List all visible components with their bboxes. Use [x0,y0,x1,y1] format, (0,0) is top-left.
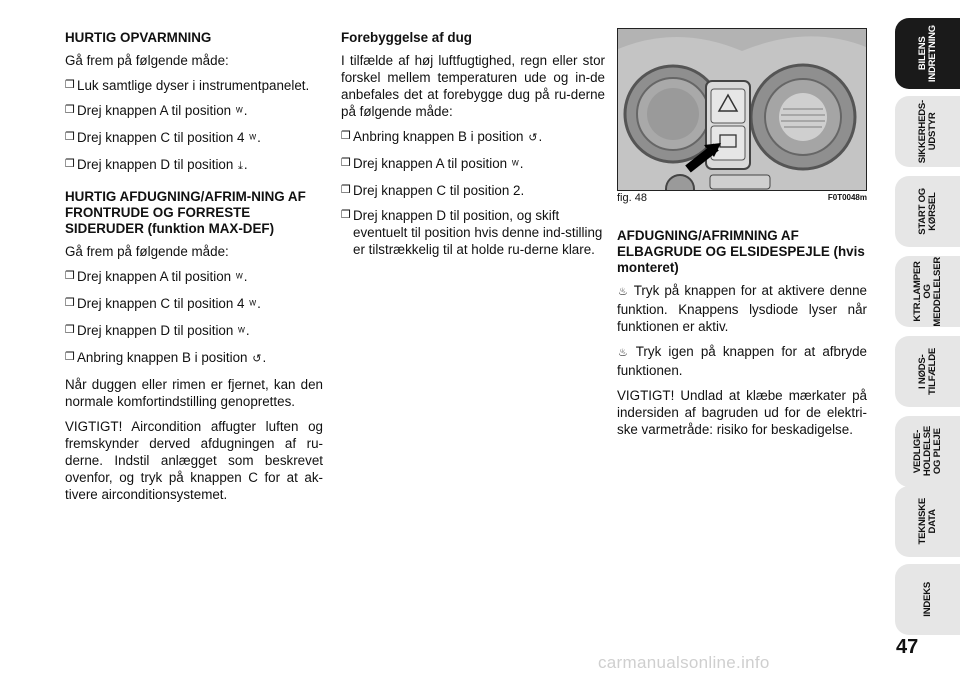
windscreen-defrost-icon: ᵂ [249,299,257,311]
bullet-item: ❒ Drej knappen A til position ᵂ. [341,155,605,174]
paragraph: ♨ Tryk igen på knappen for at afbryde funktionen. [617,344,867,378]
heading-hurtig-opvarmning: HURTIG OPVARMNING [65,30,212,45]
tab-bilens-indretning[interactable]: BILENS INDRETNING [895,18,960,89]
tab-indeks[interactable]: INDEKS [895,564,960,635]
bullet-item: ❒ Drej knappen D til position, og skift eventuelt til position hvis denne ind-stilling er tilstrækkelig til at holde ru-derne klare. [341,207,605,258]
figure-code: F0T0048m [827,193,867,202]
paragraph-important: VIGTIGT! Aircondition affugter luften og fremskynder derved afdugningen af ru-derne. Indstil anlægget som beskrevet ovenfor, og tryk på knappen C for at ak-tivere airconditionsystemet. [65,419,323,502]
bullet-item: ❒ Drej knappen C til position 4 ᵂ. [65,295,323,314]
figure-label: fig. 48 [617,192,647,204]
tab-start-og-korsel[interactable]: START OG KØRSEL [895,176,960,247]
paragraph: Når duggen eller rimen er fjernet, kan den normale komfortindstilling genoprettes. [65,377,323,409]
figure-caption [617,192,867,204]
tab-tekniske-data[interactable]: TEKNISKE DATA [895,486,960,557]
tab-ktr-lamper[interactable]: KTR.LAMPER OG MEDDELELSER [895,256,960,327]
recirculation-icon: ↺ [252,353,262,365]
bullet-item: ❒ Luk samtlige dyser i instrumentpanelet. [65,77,323,94]
windscreen-defrost-icon: ᵂ [235,106,243,118]
tab-vedligeholdelse[interactable]: VEDLIGE- HOLDELSE OG PLEJE [895,416,960,487]
bullet-item: ❒ Drej knappen D til position ᵂ. [65,322,323,341]
windscreen-defrost-icon: ᵂ [249,133,257,145]
dashboard-figure [617,28,867,191]
watermark: carmanualsonline.info [598,653,770,672]
rear-window-defrost-icon: ♨ [618,347,628,359]
rear-window-defrost-icon: ♨ [618,286,628,298]
bullet-item: ❒ Drej knappen C til position 2. [341,182,605,199]
bullet-item: ❒ Drej knappen A til position ᵂ. [65,102,323,121]
bullet-item: ❒ Anbring knappen B i position ↺. [65,349,323,368]
section-tabs [895,0,960,677]
windscreen-defrost-icon: ᵂ [235,272,243,284]
windscreen-defrost-icon: ᵂ [511,159,519,171]
bullet-item: ❒ Drej knappen C til position 4 ᵂ. [65,129,323,148]
bullet-item: ❒ Anbring knappen B i position ↺. [341,128,605,147]
page-number: 47 [896,636,919,658]
bullet-item: ❒ Drej knappen D til position ⤓. [65,156,323,175]
column-middle [341,30,605,266]
dashboard-illustration [618,29,866,190]
heading-max-def: HURTIG AFDUGNING/AFRIM-NING AF FRONTRUDE OG FORRESTE SIDERUDER (funktion MAX-DEF) [65,189,306,236]
windscreen-defrost-icon: ᵂ [238,326,245,338]
paragraph-important: VIGTIGT! Undlad at klæbe mærkater på indersiden af bagruden ud for de elektri-ske varmetråde: risiko for beskadigelse. [617,388,867,437]
paragraph: Gå frem på følgende måde: [65,53,229,68]
tab-i-nodstilfaelde[interactable]: I NØDS- TILFÆLDE [895,336,960,407]
bullet-item: ❒ Drej knappen A til position ᵂ. [65,268,323,287]
paragraph: Gå frem på følgende måde: [65,244,229,259]
tab-sikkerhedsudstyr[interactable]: SIKKERHEDS- UDSTYR [895,96,960,167]
paragraph: ♨ Tryk på knappen for at aktivere denne funktion. Knappens lysdiode lyser når funktionen er aktiv. [617,283,868,334]
column-right [617,228,867,446]
heading-elbagrude: AFDUGNING/AFRIMNING AF ELBAGRUDE OG ELSIDESPEJLE (hvis monteret) [617,228,865,275]
column-left [65,30,323,511]
paragraph: I tilfælde af høj luftfugtighed, regn eller stor forskel mellem temperaturen ude og in-de anbefales det at forebygge dug på ru-derne på følgende måde: [341,53,605,119]
heading-forebyggelse: Forebyggelse af dug [341,30,472,45]
feet-vent-icon: ⤓ [238,160,243,172]
recirculation-icon: ↺ [528,132,538,144]
